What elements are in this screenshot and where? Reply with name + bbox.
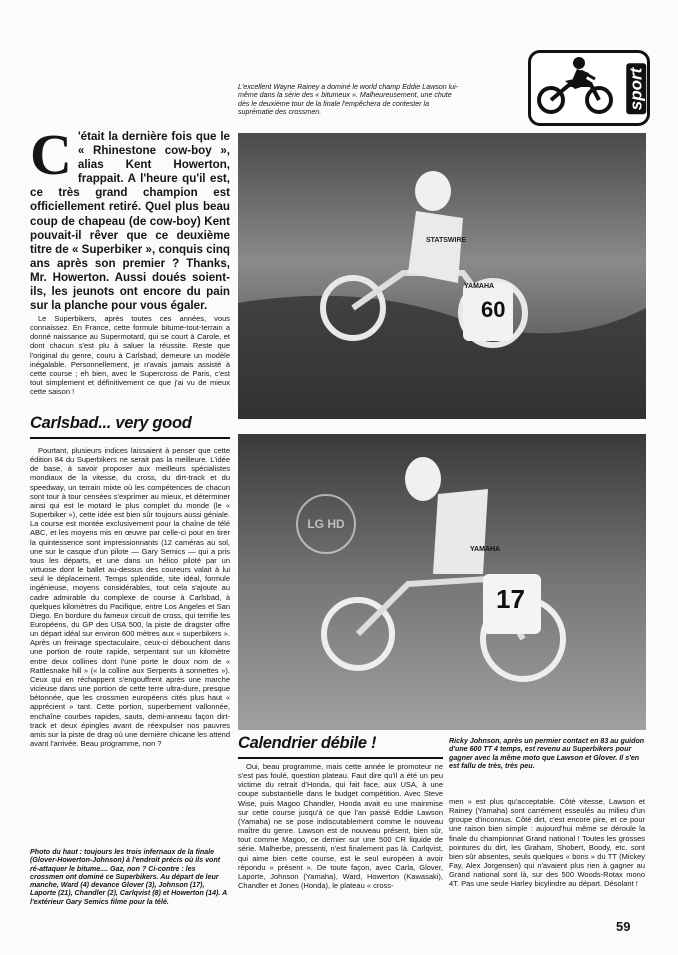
- section1-body: [30, 446, 230, 748]
- watermark: LG HD: [296, 494, 356, 554]
- photo1-jersey-text: STATSWIRE: [426, 237, 467, 244]
- motorbike-rider-icon: [535, 55, 617, 119]
- section2-col2: [449, 797, 645, 889]
- top-photo-caption: L'excellent Wayne Rainey a dominé le world champ Eddie Lawson lui-même dans la série des « bitumeux ». Malheureusement, une chute dès le deuxième tour de la finale l'empêchera de contester la suprématie des crossmen.: [238, 83, 459, 116]
- photo1-number-plate: 60: [481, 297, 506, 322]
- intro-text: Le Superbikers, après toutes ces années, vous connaissez. En France, cette formule bitume-tout-terrain a donné naissance au Supermotard, qui se court à Carole, et dont chacun s'est plu à saluer la réussite. Reste que l'original du genre, couru à Carlsbad, demeure un modèle inégalable. Personnellement, je n'avais jamais assisté à cette course ; eh bien, avec le Supercross de Paris, c'est tout simplement et définitivement ce que j'ai vu de mieux cette saison !: [30, 314, 230, 397]
- section2-col1: [238, 762, 443, 890]
- section2-col1-text: Oui, beau programme, mais cette année le promoteur ne s'est pas foulé, question plateau. Faut dire qu'il a été un peu victime du retrait d'Honda, qui fait face, aux USA, à une coupe substantielle dans le budget compétition. Avec Steve Wise, puis Magoo Chandler, Honda avait eu une mainmise sur cette course jusqu'à ce que l'an passé Eddie Lawson (Yamaha) ne se pose indiscutablement comme le nouveau maître du genre. Lawson est de nouveau présent, bien sûr, tout comme Magoo, ce dernier sur une 500 CR liquide de série. Malherbe, pressenti, n'est finalement pas là. Carlqvist, qui aime bien cette course, est le seul européen à avoir répondu « présent ». De toute façon, avec Carla, Glover, Laporte, Johnson (Yamaha), Ward, Howerton (Kawasaki), Chandler et Jones (Honda), le plateau « cross-: [238, 762, 443, 891]
- section2-col2-text: men » est plus qu'acceptable. Côté vitesse, Lawson et Rainey (Yamaha) sont carrément esseulés au milieu d'un groupe d'inconnus. Côté dirt, c'est encore pire, et ce pour une raison bien simple : aujourd'hui même se déroule la finale du championnat Grand national ! Toutes les grosses pointures du dirt, les Graham, Shobert, Boody, etc. sont bien sûr absentes, seuls quelques « bons » du TT (Mickey Fay, Alex Jorgensen) qui n'avaient plus rien à gagner au Grand national sont là, sur des 500 Woods-Rotax mono 4T. Pas une seule Harley bicylindre au départ. Désolant !: [449, 797, 645, 889]
- section1-text: Pourtant, plusieurs indices laissaient à penser que cette édition 84 du Superbikers ne serait pas la meilleure. L'idée de base, à savoir proposer aux meilleurs spécialistes mondiaux de la vitesse, du cross, du dirt-track et du speedway, un terrain mixte où les compétences de chacun sont tour à tour censées s'exprimer au mieux, et déterminer ainsi qui est le motard le plus complet du monde (le « Superbiker »), cette idée est bien sûr toujours aussi géniale. La course est montée exclusivement pour la chaîne de télé ABC, et les moyens mis en œuvre par celle-ci pour en tirer la quintessence sont impressionnants (12 caméras au sol, une sur le casque d'un pilote — Gary Semics — qui a pris tous les départs, et une dans un hélico piloté par un virtuose dont le ballet au-dessus des coureurs valait à lui seul le déplacement. Temps splendide, site idéal, formule ingénieuse, moyens considérables, tout cela s'ajoute au cadre admirable du complexe de course à Carlsbad, à quelques kilomètres du Pacifique, entre Los Angeles et San Diego. En bordure du fameux circuit de cross, qui terrifie les Européens, du GP des USA 500, la piste de dragster offre un départ idéal sur environ 600 mètres aux « superbikers ». Après un freinage spectaculaire, ceux-ci débouchent dans une portion de route rapide, serpentant sur un kilomètre entre deux collines dont l'une porte le doux nom de « Rattlesnake hill » (« la colline aux Serpents à sonnettes »). Ceux qui en réchappent s'engouffrent après une marche vicieuse dans une portion de cette terre ultra-dure, presque bétonnée, que les crossmen européens cités plus haut « apprécient » tant. Cette portion, superbement vallonnée, enchaîne courbes rapides, sauts, demi-anneau façon dirt-track et deux épingles avant de réexpulser nos pauvres amis sur la piste de drag où une dernière chicane les attend avant l'arrivée. Beau programme, non ?: [30, 446, 230, 748]
- lead-paragraph: [30, 122, 230, 313]
- section-heading-carlsbad: [30, 414, 230, 439]
- photo2-number-plate: 17: [496, 584, 525, 614]
- section-title: Carlsbad... very good: [30, 414, 192, 432]
- lead-text: 'était la dernière fois que le « Rhinestone cow-boy », alias Kent Howerton, frappait. A l'heure qu'il est, ce très grand champion est officiellement retiré. Quel plus beau coup de chapeau (de cow-boy) Kent pouvait-il rêver que ce deuxième titre de « Superbiker », conquis cinq ans après son premier ? Thanks, Mr. Howerton. Aussi doués soient-ils, les jeunots ont encore du pain sur la planche pour vous égaler.: [30, 130, 230, 313]
- logo-label: sport: [626, 64, 646, 115]
- photo1-brand: YAMAHA: [464, 283, 495, 290]
- photo-rider-60: [238, 133, 646, 419]
- intro-paragraph: [30, 314, 230, 396]
- section2-title: Calendrier débile !: [238, 734, 377, 752]
- photo2-brand: YAMAHA: [470, 546, 501, 553]
- sport-logo: [528, 50, 650, 126]
- section-heading-calendrier: [238, 734, 443, 759]
- page-number: 59: [616, 919, 631, 934]
- photo-rider-17: [238, 434, 646, 730]
- right-photo-caption: Ricky Johnson, après un permier contact en 83 au guidon d'une 600 TT 4 temps, est revenu au Superbikers pour gagner avec la même moto que Lawson et Glover. Il s'en est fallu de très, très peu.: [449, 737, 645, 770]
- drop-cap: C: [30, 122, 72, 187]
- bottom-left-caption: Photo du haut : toujours les trois infernaux de la finale (Glover-Howerton-Johnson) à l'endroit précis où ils vont ré-attaquer le bitume.... Gaz, non ? Ci-contre : les crossmen ont dominé ce Superbikers. Au départ de leur manche, Ward (4) devance Glover (3), Johnson (17), Laporte (21), Chandler (2), Carlqvist (8) et Howerton (14). A l'extérieur Gary Semics filme pour la télé.: [30, 848, 227, 906]
- heading-rule: [30, 437, 230, 439]
- heading-rule-2: [238, 757, 443, 759]
